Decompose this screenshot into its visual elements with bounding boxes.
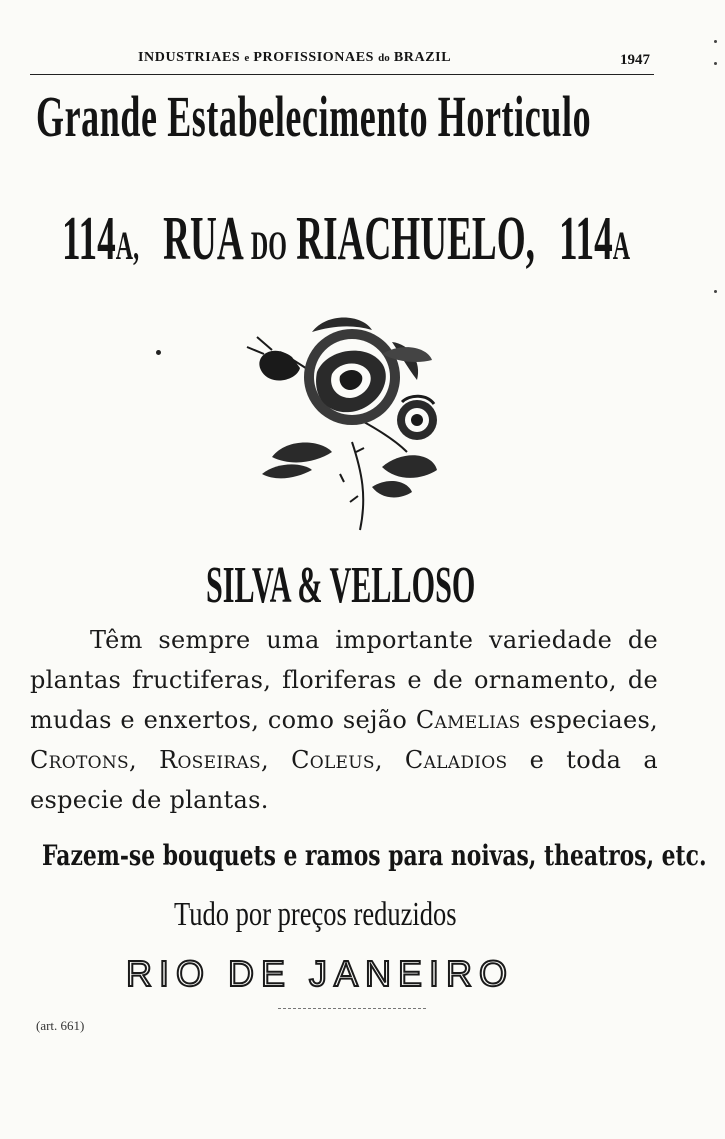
ink-speck <box>156 350 161 355</box>
page-number: 1947 <box>620 52 650 68</box>
margin-mark <box>714 290 717 293</box>
margin-mark <box>714 40 717 43</box>
city-line: RIO DE JANEIRO <box>126 953 515 994</box>
running-header <box>30 48 654 75</box>
prices-line: Tudo por preços reduzidos <box>174 896 457 933</box>
rose-bouquet-engraving-icon <box>232 302 462 534</box>
running-title: INDUSTRIAES e PROFISSIONAES do BRAZIL <box>138 50 452 65</box>
article-reference: (art. 661) <box>36 1018 85 1033</box>
divider <box>278 1008 426 1009</box>
address-line: 114A, RUA DO RIACHUELO, 114A <box>62 205 631 273</box>
firm-name: SILVA & VELLOSO <box>206 557 476 614</box>
bouquets-line: Fazem-se bouquets e ramos para noivas, theatros, etc. <box>42 839 707 872</box>
description-paragraph: Têm sempre uma importante variedade de plantas fructiferas, floriferas e de ornamento, de mudas e enxertos, como sejão Camelias especiaes, Crotons, Roseiras, Coleus, Caladios e toda a especie de plantas. <box>30 626 658 814</box>
margin-mark <box>714 62 717 65</box>
establishment-title: Grande Estabelecimento Horticulo <box>36 84 592 149</box>
